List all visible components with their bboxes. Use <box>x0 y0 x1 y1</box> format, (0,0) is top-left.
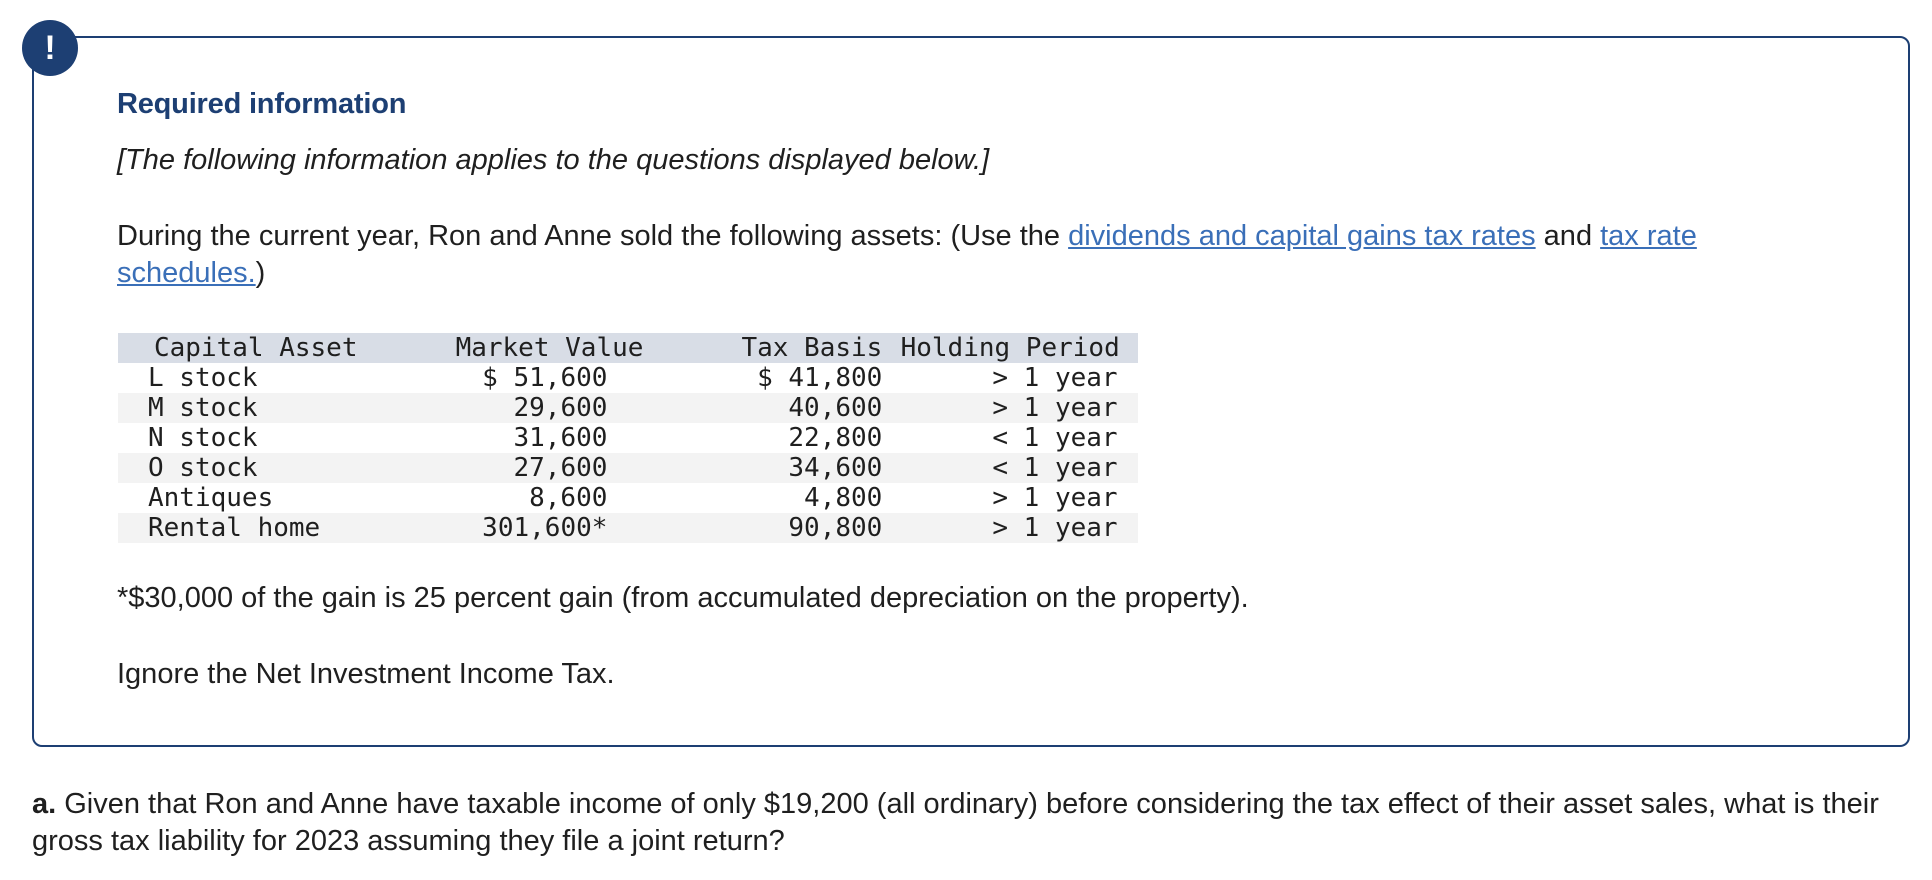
cell-market-value: 29,600 <box>513 393 608 423</box>
table-row <box>118 513 1138 543</box>
cell-holding-period: > 1 year <box>992 393 1118 423</box>
question-label: a. <box>32 788 57 820</box>
dividends-capital-gains-link[interactable]: dividends and capital gains tax rates <box>1068 220 1536 252</box>
header-holding-period: Holding Period <box>900 333 1120 363</box>
cell-market-value: 8,600 <box>529 483 608 513</box>
cell-market-value: 27,600 <box>513 453 608 483</box>
depreciation-footnote: *$30,000 of the gain is 25 percent gain (from accumulated depreciation on the property). <box>117 582 1249 614</box>
cell-holding-period: > 1 year <box>992 363 1118 393</box>
cell-tax-basis: 4,800 <box>804 483 883 513</box>
assets-description <box>117 218 1837 292</box>
tax-rate-schedules-link[interactable]: tax rate schedules. <box>117 220 1697 289</box>
cell-holding-period: > 1 year <box>992 483 1118 513</box>
table-row <box>118 483 1138 513</box>
question-a <box>32 786 1912 860</box>
question-text: Given that Ron and Anne have taxable income of only $19,200 (all ordinary) before considering the tax effect of their asset sales, what is their gross tax liability for 2023 assuming they file a joint return? <box>32 788 1879 857</box>
table-row <box>118 393 1138 423</box>
cell-market-value: $ 51,600 <box>482 363 608 393</box>
cell-market-value: 31,600 <box>513 423 608 453</box>
cell-tax-basis: 40,600 <box>788 393 883 423</box>
panel-title: Required information <box>117 88 407 120</box>
assets-description-close: ) <box>255 257 266 289</box>
cell-asset: Rental home <box>148 513 321 543</box>
table-header-row <box>118 333 1138 363</box>
cell-market-value: 301,600* <box>482 513 608 543</box>
cell-asset: Antiques <box>148 483 274 513</box>
table-row <box>118 423 1138 453</box>
niit-note: Ignore the Net Investment Income Tax. <box>117 658 615 690</box>
cell-holding-period: > 1 year <box>992 513 1118 543</box>
header-market-value: Market Value <box>455 333 644 363</box>
assets-description-and: and <box>1535 220 1601 252</box>
cell-tax-basis: $ 41,800 <box>757 363 883 393</box>
table-row <box>118 363 1138 393</box>
capital-assets-table <box>118 333 1138 543</box>
cell-tax-basis: 90,800 <box>788 513 883 543</box>
intro-note: [The following information applies to the questions displayed below.] <box>117 144 990 176</box>
table-row <box>118 453 1138 483</box>
cell-tax-basis: 34,600 <box>788 453 883 483</box>
header-capital-asset: Capital Asset <box>154 333 358 363</box>
cell-asset: O stock <box>148 453 258 483</box>
header-tax-basis: Tax Basis <box>741 333 883 363</box>
assets-description-text: During the current year, Ron and Anne sold the following assets: (Use the <box>117 220 1069 252</box>
alert-icon: ! <box>22 20 78 76</box>
cell-holding-period: < 1 year <box>992 453 1118 483</box>
cell-holding-period: < 1 year <box>992 423 1118 453</box>
cell-tax-basis: 22,800 <box>788 423 883 453</box>
cell-asset: M stock <box>148 393 258 423</box>
cell-asset: L stock <box>148 363 258 393</box>
cell-asset: N stock <box>148 423 258 453</box>
